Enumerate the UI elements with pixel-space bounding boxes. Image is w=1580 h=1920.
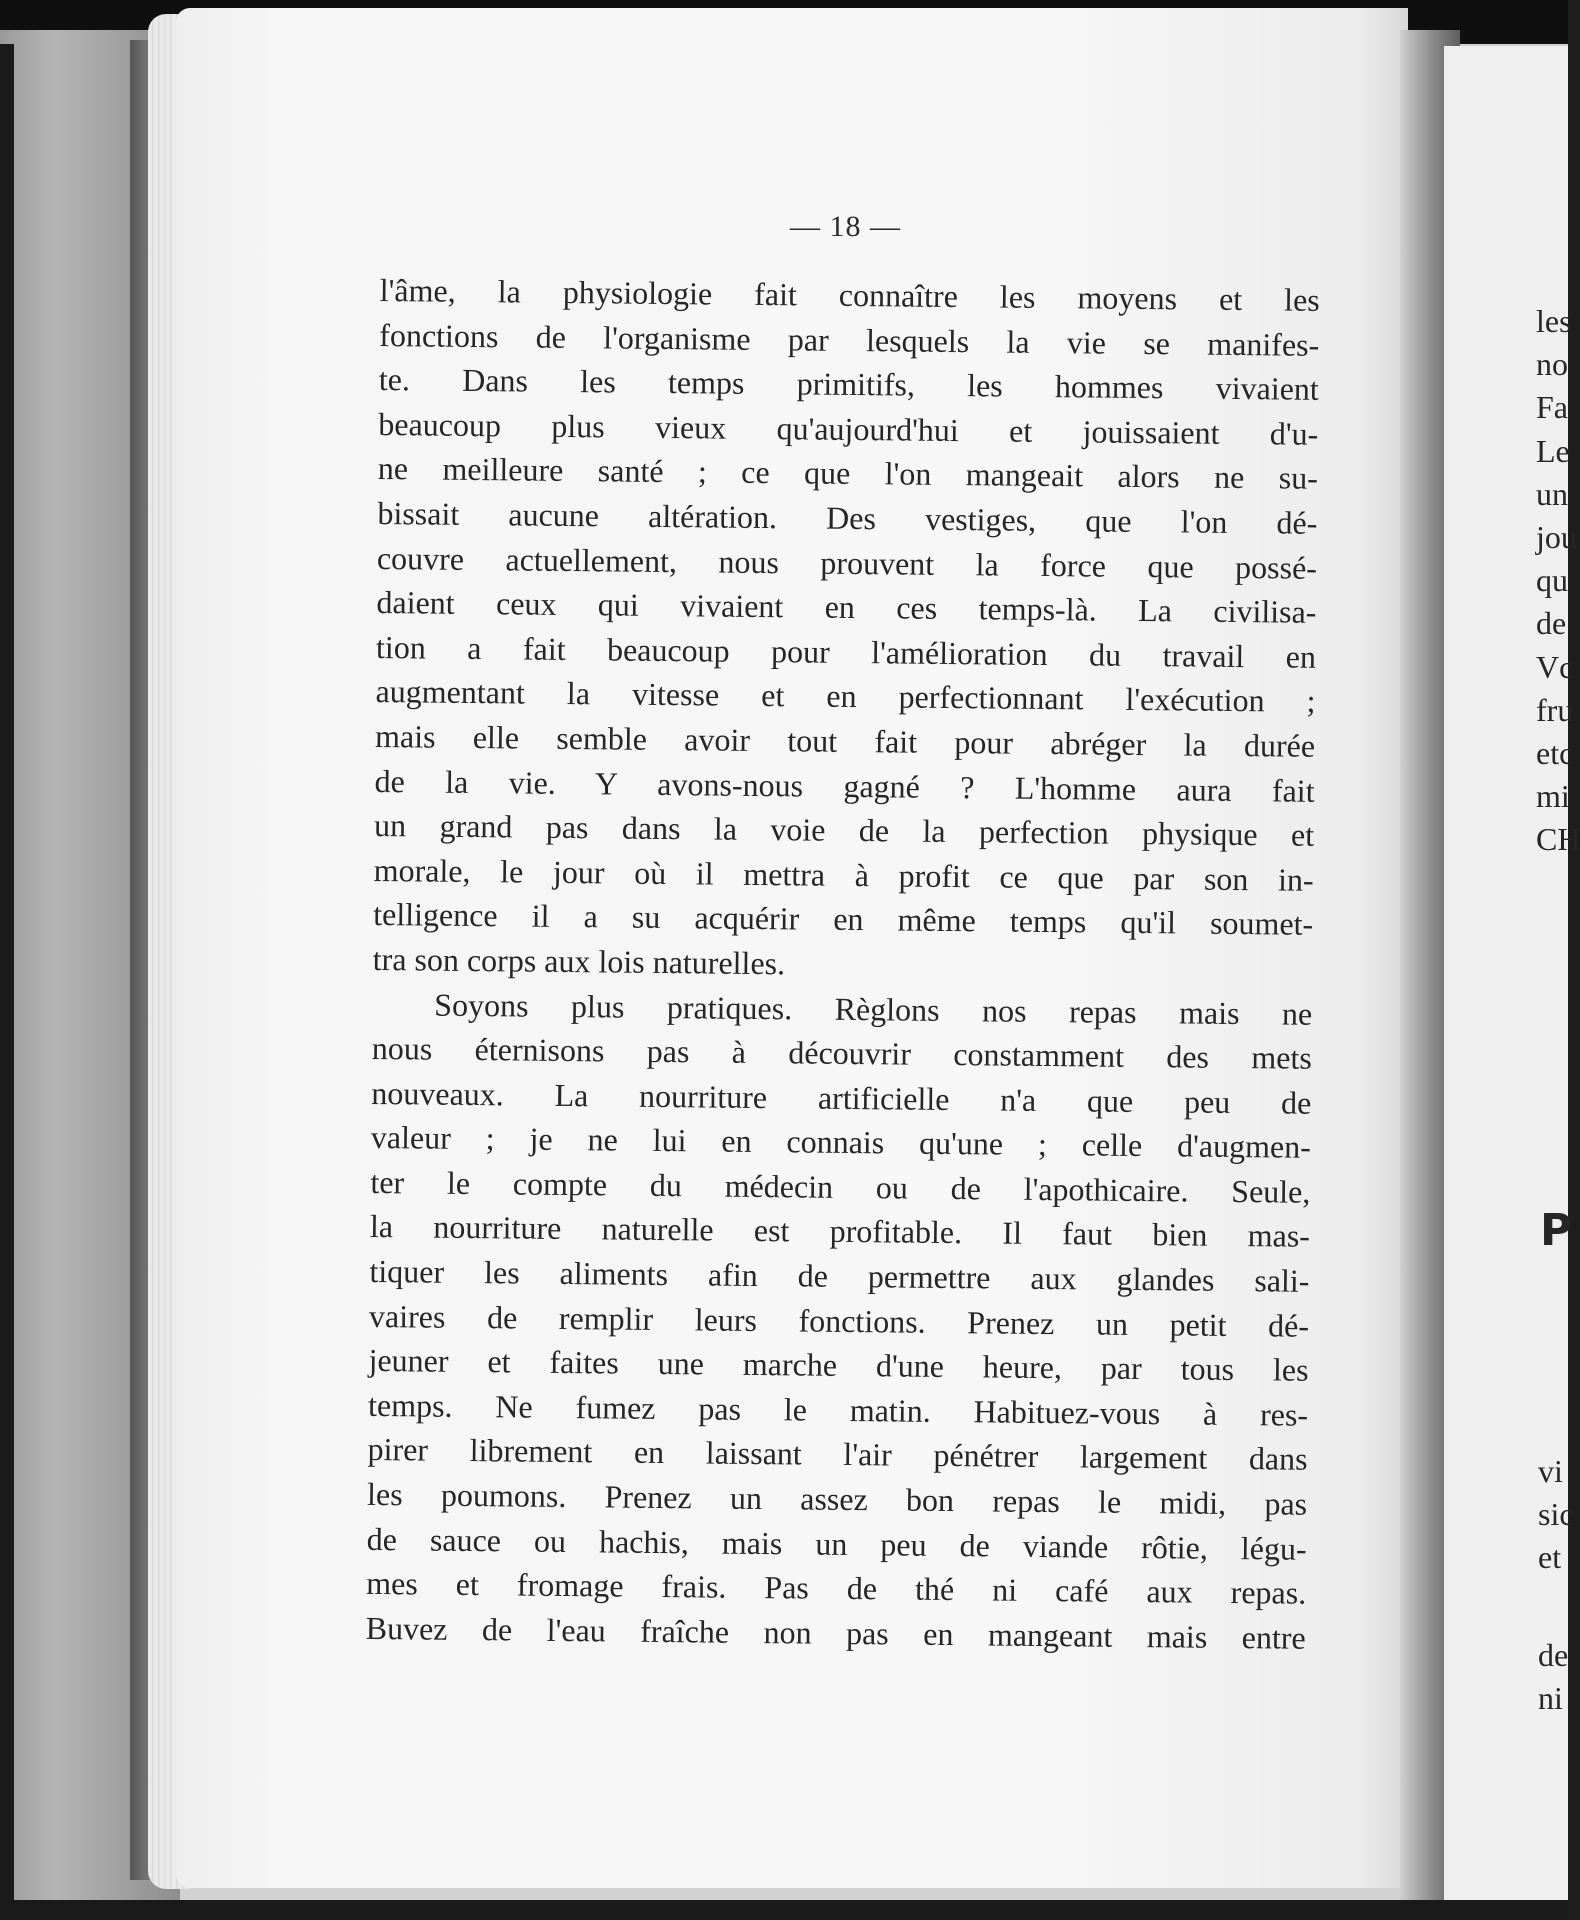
text-line: couvre actuellement, nous prouvent la force que possé-	[376, 539, 1318, 586]
text-line: la nourriture naturelle est profitable. Il faut bien mas-	[369, 1208, 1311, 1255]
text-line: Soyons plus pratiques. Règlons nos repas mais ne	[434, 986, 1313, 1032]
text-line: tiquer les aliments afin de permettre aux glandes sali-	[369, 1253, 1310, 1299]
text-line: tion a fait beaucoup pour l'amélioration du travail en	[375, 628, 1317, 675]
text-line: mes et fromage frais. Pas de thé ni café aux repas.	[366, 1565, 1307, 1611]
page-body-text	[366, 268, 1320, 1660]
facing-text-fragment: etc	[1536, 734, 1574, 771]
facing-page-text-top	[1536, 300, 1580, 861]
text-line: nouveaux. La nourriture artificielle n'a que peu de	[371, 1074, 1312, 1121]
facing-text-fragment: un	[1536, 475, 1568, 512]
facing-text-fragment: ni	[1538, 1680, 1563, 1717]
facing-text-fragment: Vc	[1536, 648, 1574, 685]
facing-page-text-middle	[1538, 1450, 1574, 1580]
text-line: jeuner et faites une marche d'une heure, par tous les	[368, 1342, 1309, 1389]
facing-text-fragment: sic	[1538, 1496, 1574, 1533]
facing-text-fragment: qu	[1536, 562, 1568, 599]
text-line: de sauce ou hachis, mais un peu de viande rôtie, légu-	[366, 1520, 1307, 1567]
text-line: mais elle semble avoir tout fait pour abréger la durée	[374, 717, 1316, 764]
facing-text-fragment: fru	[1536, 691, 1574, 728]
facing-page-text-bottom	[1538, 1634, 1568, 1720]
paragraph-2	[366, 981, 1313, 1660]
facing-text-fragment: jou	[1536, 518, 1577, 555]
scan-left-border	[0, 44, 14, 1920]
text-line: Buvez de l'eau fraîche non pas en mangeant mais entre	[365, 1609, 1306, 1656]
text-line: temps. Ne fumez pas le matin. Habituez-vous à res-	[367, 1386, 1309, 1433]
text-line: ter le compte du médecin ou de l'apothicaire. Seule,	[370, 1163, 1311, 1210]
facing-text-fragment: de	[1536, 605, 1567, 642]
text-line: fonctions de l'organisme par lesquels la vie se manifes-	[379, 316, 1320, 363]
text-line: un grand pas dans la voie de la perfection physique et	[373, 807, 1315, 853]
text-line: telligence il a su acquérir en même temps qu'il soumet-	[373, 896, 1314, 943]
scan-bottom-border	[0, 1900, 1568, 1920]
facing-text-fragment: Le	[1536, 432, 1570, 469]
page-number: — 18 —	[790, 210, 901, 243]
facing-text-fragment: et	[1538, 1539, 1562, 1576]
text-line: vaires de remplir leurs fonctions. Prenez un petit dé-	[368, 1297, 1310, 1344]
paragraph-1	[373, 268, 1320, 991]
facing-text-fragment: CH	[1536, 821, 1580, 858]
facing-text-fragment: les	[1536, 303, 1572, 339]
text-line: beaucoup plus vieux qu'aujourd'hui et jouissaient d'u-	[378, 405, 1319, 452]
text-line: augmentant la vitesse et en perfectionnant l'exécution ;	[375, 673, 1316, 720]
text-line: morale, le jour où il mettra à profit ce que par son in-	[373, 851, 1314, 898]
text-line: les poumons. Prenez un assez bon repas le midi, pas	[366, 1475, 1308, 1522]
facing-page-heading-fragment: P	[1540, 1205, 1573, 1256]
facing-text-fragment: mi	[1536, 778, 1570, 815]
text-line: nous éternisons pas à découvrir constamment des mets	[371, 1030, 1312, 1076]
text-line: l'âme, la physiologie fait connaître les moyens et les	[379, 271, 1320, 318]
text-line: pirer librement en laissant l'air pénétrer largement dans	[367, 1431, 1308, 1478]
text-line: ne meilleure santé ; ce que l'on mangeait alors ne su-	[377, 450, 1319, 497]
facing-text-fragment: vi	[1538, 1453, 1563, 1489]
text-line: tra son corps aux lois naturelles.	[372, 940, 786, 982]
text-line: de la vie. Y avons-nous gagné ? L'homme aura fait	[374, 762, 1315, 809]
text-line: daient ceux qui vivaient en ces temps-là. La civilisa-	[376, 584, 1317, 630]
text-line: bissait aucune altération. Des vestiges, que l'on dé-	[377, 494, 1318, 541]
facing-text-fragment: no	[1536, 346, 1568, 383]
text-line: valeur ; je ne lui en connais qu'une ; celle d'augmen-	[370, 1119, 1312, 1166]
facing-text-fragment: Fa	[1536, 389, 1568, 426]
text-line: te. Dans les temps primitifs, les hommes vivaient	[378, 361, 1319, 408]
facing-text-fragment: de	[1538, 1637, 1569, 1673]
